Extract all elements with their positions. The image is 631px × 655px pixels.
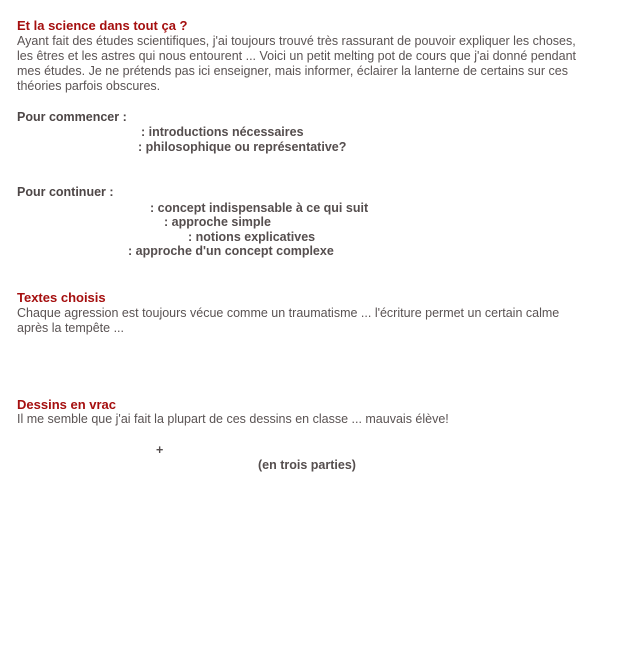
course-item-description: : approche simple [164,215,271,229]
course-item-description: : concept indispensable à ce qui suit [150,201,369,215]
three-parts-note: (en trois parties) [258,458,356,472]
list-label-continuer: Pour continuer : [17,185,114,199]
course-item-description: : notions explicatives [188,230,316,244]
list-label-commencer: Pour commencer : [17,110,127,124]
section-title-science: Et la science dans tout ça ? [17,18,188,33]
course-item-description: : introductions nécessaires [141,125,304,139]
text-line: après la tempête ... [17,321,125,335]
text-line: les êtres et les astres qui nous entourent ... Voici un petit melting pot de cours que j'ai donné pendant [17,49,576,63]
course-item-description: : approche d'un concept complexe [128,244,334,258]
text-line: mes études. Je ne prétends pas ici enseigner, mais informer, éclairer la lanterne de certains sur ces [17,64,568,78]
plus-marker: + [156,443,164,457]
text-line: théories parfois obscures. [17,79,161,93]
text-line: Ayant fait des études scientifiques, j'ai toujours trouvé très rassurant de pouvoir expliquer les choses, [17,34,576,48]
text-line: Il me semble que j'ai fait la plupart de ces dessins en classe ... mauvais élève! [17,412,449,426]
course-item-description: : philosophique ou représentative? [138,140,347,154]
section-title-dessins: Dessins en vrac [17,397,117,412]
textes-paragraph [17,306,559,336]
text-line: Chaque agression est toujours vécue comme un traumatisme ... l'écriture permet un certain calme [17,306,560,320]
science-intro-paragraph [17,34,576,94]
section-title-textes: Textes choisis [17,290,106,305]
dessins-paragraph [17,412,449,427]
